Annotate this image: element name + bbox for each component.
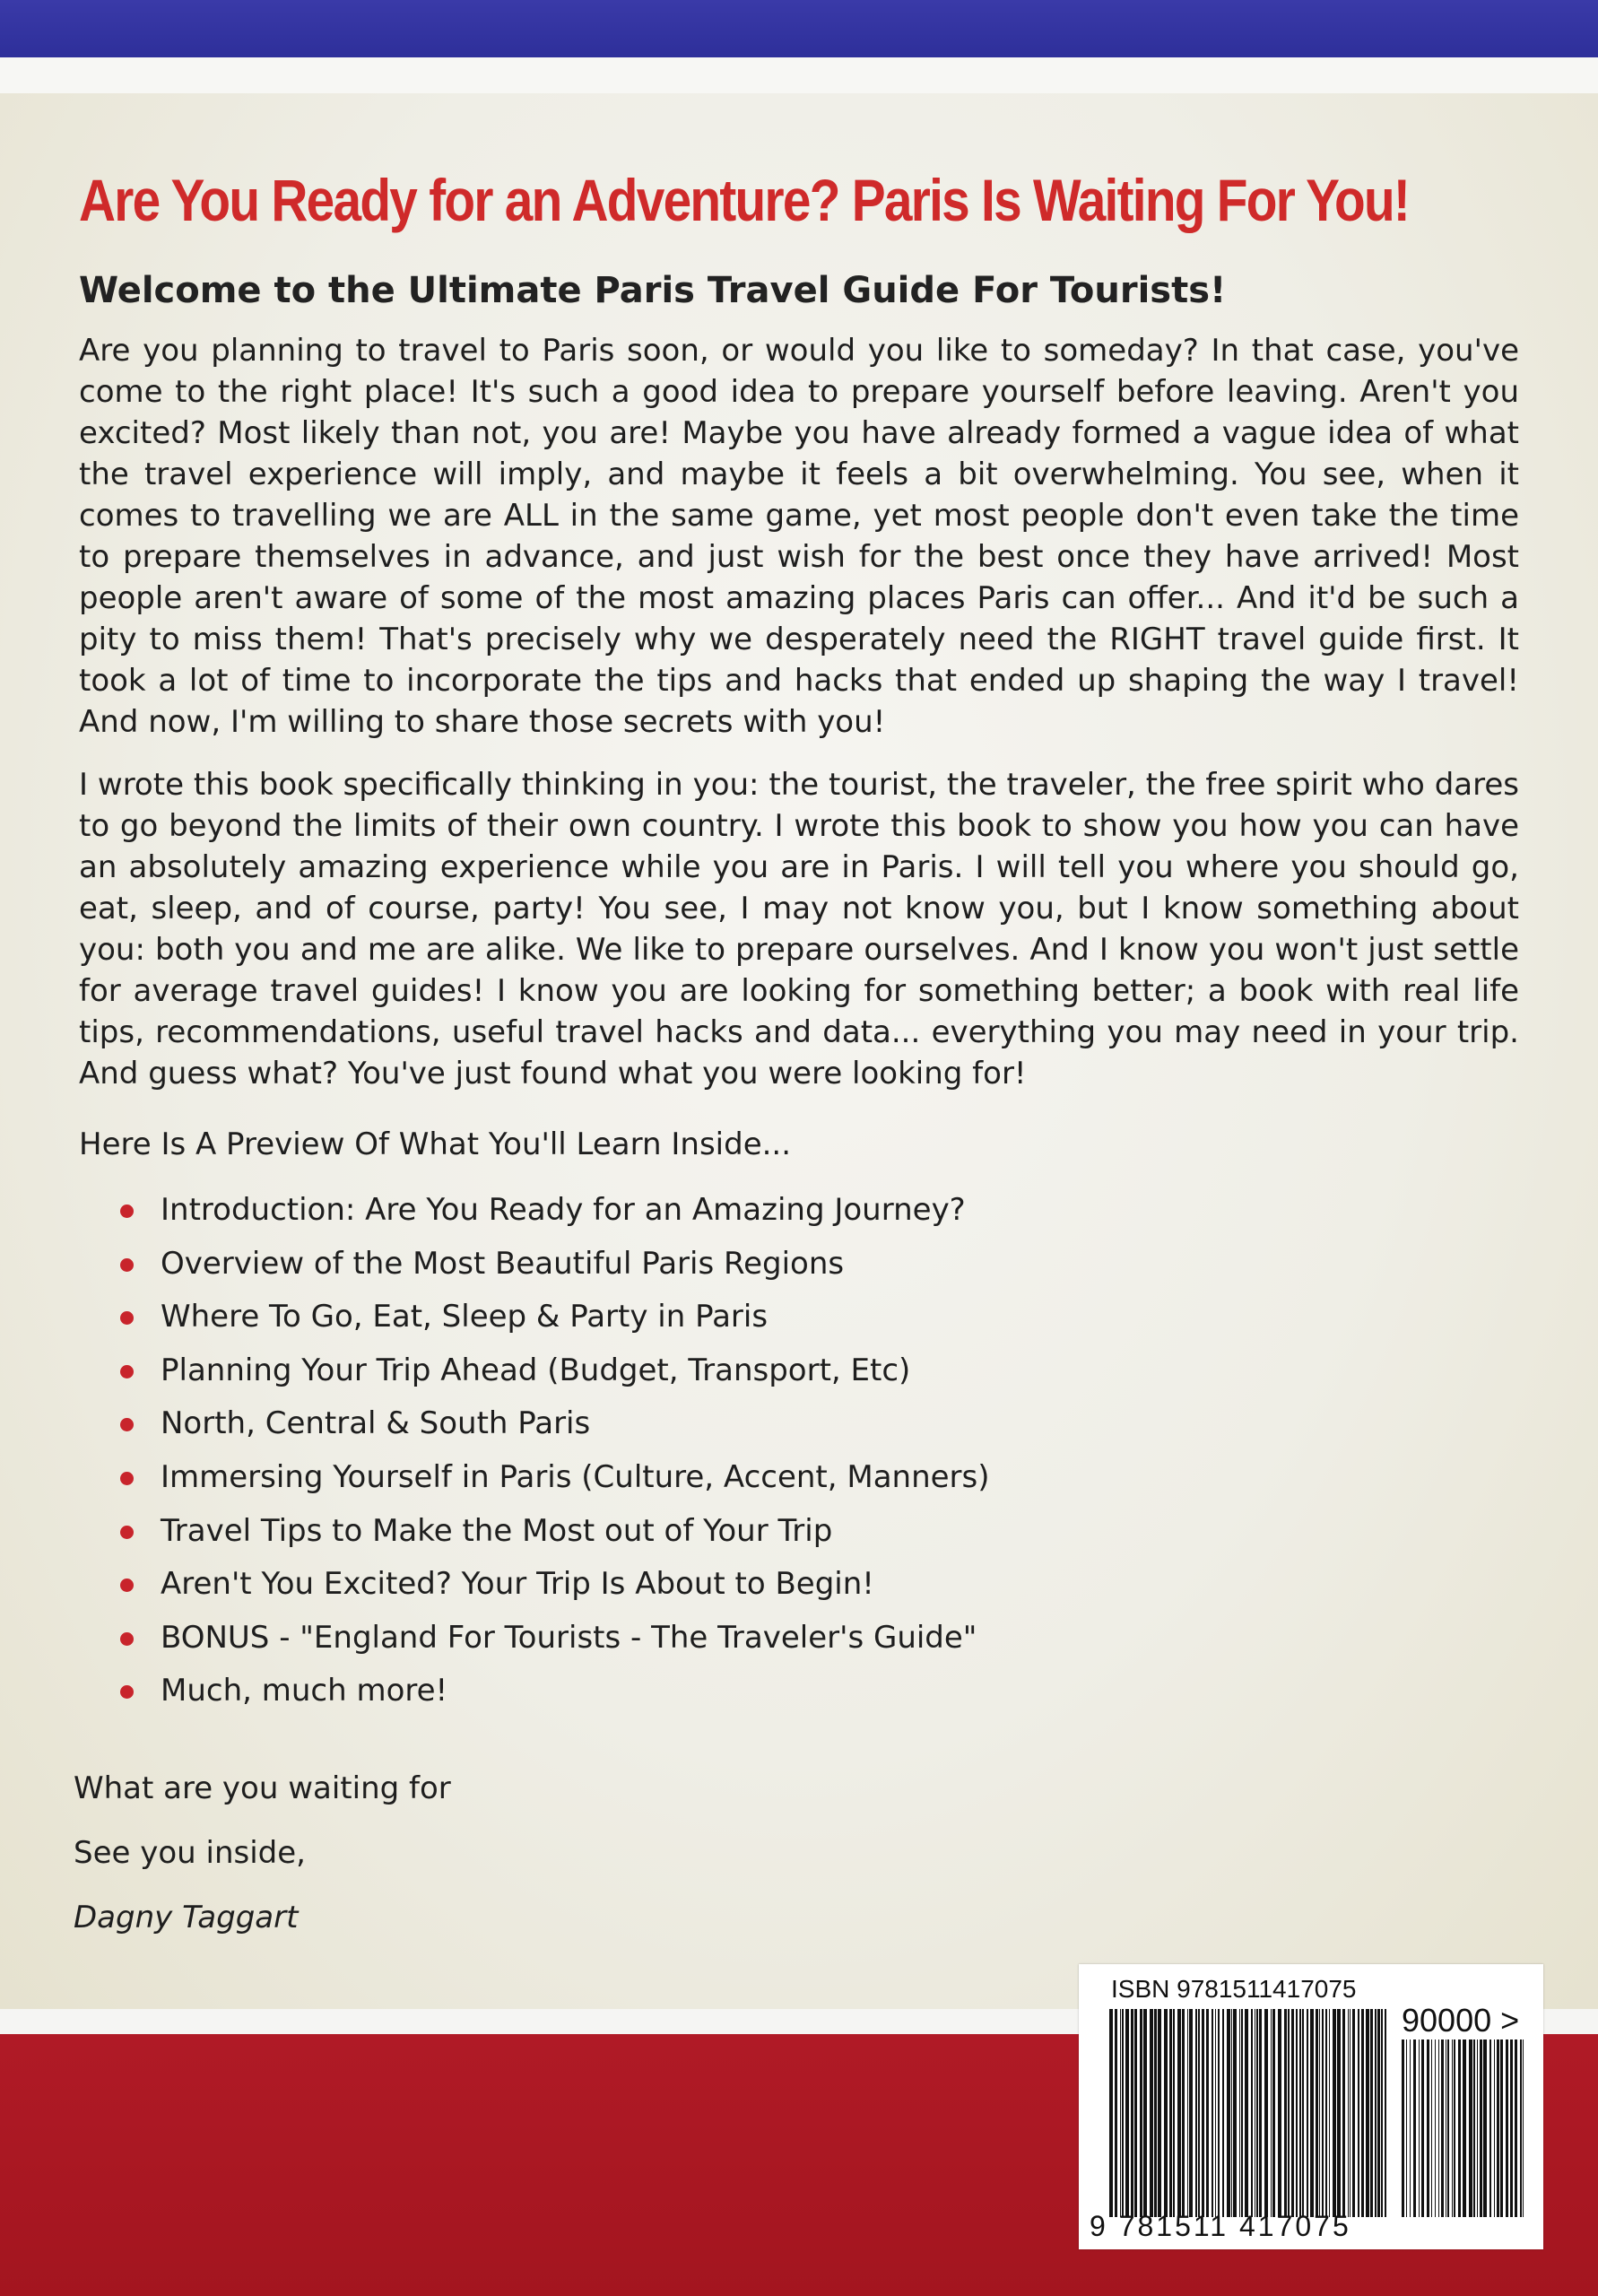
barcode-bar xyxy=(1169,2009,1172,2217)
list-item xyxy=(79,1184,1519,1238)
barcode-bar xyxy=(1288,2009,1290,2217)
list-item-text: Much, much more! xyxy=(161,1673,448,1709)
closing-block xyxy=(74,1756,1519,1950)
preview-list xyxy=(79,1184,1519,1718)
preview-heading: Here Is A Preview Of What You'll Learn Inside... xyxy=(79,1126,792,1162)
barcode-bar xyxy=(1402,2039,1404,2217)
barcode-bar xyxy=(1259,2009,1262,2217)
barcode-bar xyxy=(1316,2009,1318,2217)
barcode-bar xyxy=(1131,2009,1133,2217)
barcode-bar xyxy=(1358,2009,1359,2217)
bullet-dot-icon xyxy=(120,1578,134,1592)
bullet-dot-icon xyxy=(120,1258,134,1272)
barcode-bar xyxy=(1463,2039,1466,2217)
barcode-bar xyxy=(1299,2009,1301,2217)
barcode-bar xyxy=(1291,2009,1294,2217)
barcode-bar xyxy=(1222,2009,1224,2217)
barcode-bar xyxy=(1177,2009,1181,2217)
list-item-text: Introduction: Are You Ready for an Amazing Journey? xyxy=(161,1192,966,1228)
barcode-bar xyxy=(1245,2009,1248,2217)
list-item-text: Travel Tips to Make the Most out of Your Trip xyxy=(161,1512,833,1549)
list-item xyxy=(79,1505,1519,1559)
barcode-bar xyxy=(1375,2009,1377,2217)
barcode-bar xyxy=(1431,2039,1432,2217)
barcode-bar xyxy=(1483,2039,1487,2217)
barcode-bar xyxy=(1296,2009,1298,2217)
barcode-bar xyxy=(1272,2009,1275,2217)
barcode-bar xyxy=(1233,2009,1237,2217)
list-item xyxy=(79,1238,1519,1292)
barcode-bar xyxy=(1125,2009,1129,2217)
barcode-bar xyxy=(1477,2039,1478,2217)
barcode-bar xyxy=(1515,2039,1517,2217)
barcode-bar xyxy=(1187,2009,1188,2217)
author-paragraph: I wrote this book specifically thinking in you: the tourist, the traveler, the free spirit who dares to go beyond the limits of their own country. I wrote this book to show you how you can have an absolutely amazing experience while you are in Paris. I will tell you where you should go, eat, sleep, and of course, party! You see, I may not know you, but I know something about you: both you and me are alike. We like to prepare ourselves. And I know you won't just settle for average travel guides! I know you are looking for something better; a book with real life tips, recommendations, useful travel hacks and data... everything you may need in your trip. And guess what? You've just found what you were looking for! xyxy=(79,767,1519,1091)
barcode-bar xyxy=(1307,2009,1308,2217)
list-item xyxy=(79,1612,1519,1665)
barcode-bar xyxy=(1381,2009,1383,2217)
barcode-bar xyxy=(1158,2009,1161,2217)
barcode-bar xyxy=(1202,2009,1204,2217)
barcode-bar xyxy=(1189,2009,1193,2217)
barcode-bar xyxy=(1506,2039,1508,2217)
barcode-bar xyxy=(1435,2039,1436,2217)
barcode-bar xyxy=(1154,2009,1157,2217)
barcode-bar xyxy=(1227,2009,1230,2217)
barcode-bar xyxy=(1164,2009,1168,2217)
barcode-bar xyxy=(1438,2039,1439,2217)
barcode-bar xyxy=(1427,2039,1429,2217)
barcode-bar xyxy=(1134,2009,1137,2217)
barcode-bar xyxy=(1377,2009,1380,2217)
bullet-dot-icon xyxy=(120,1311,134,1325)
bullet-dot-icon xyxy=(120,1685,134,1699)
list-item xyxy=(79,1451,1519,1505)
barcode-bar xyxy=(1310,2009,1314,2217)
barcode-bar xyxy=(1342,2009,1345,2217)
barcode-bar xyxy=(1150,2009,1153,2217)
barcode-bar xyxy=(1195,2009,1197,2217)
barcode-bar xyxy=(1329,2009,1330,2217)
list-item-text: Where To Go, Eat, Sleep & Party in Paris xyxy=(161,1299,769,1335)
barcode-bar xyxy=(1173,2009,1175,2217)
barcode-bar xyxy=(1469,2039,1472,2217)
barcode-bar xyxy=(1109,2009,1113,2217)
barcode-bar xyxy=(1366,2009,1369,2217)
barcode-bar xyxy=(1241,2009,1243,2217)
barcode-bar xyxy=(1278,2009,1281,2217)
barcode-bar xyxy=(1494,2039,1495,2217)
barcode-bar xyxy=(1352,2009,1355,2217)
list-item-text: BONUS - "England For Tourists - The Traveler's Guide" xyxy=(161,1619,977,1656)
sign-off: See you inside, xyxy=(74,1834,306,1871)
barcode-bar xyxy=(1385,2009,1386,2217)
barcode-bar xyxy=(1520,2039,1522,2217)
intro-paragraph: Are you planning to travel to Paris soon, or would you like to someday? In that case, you've come to the right place! It's such a good idea to prepare yourself before leaving. Aren't you excited? Most likely than not, you are! Maybe you have already formed a vague idea of what the travel experience will imply, and maybe it feels a bit overwhelming. You see, when it comes to travelling we are ALL in the same game, yet most people don't even take the time to prepare themselves in advance, and just wish for the best once they have arrived! Most people aren't aware of some of the most amazing places Paris can offer... And it'd be such a pity to miss them! That's precisely why we desperately need the RIGHT travel guide first. It took a lot of time to incorporate the tips and hacks that ended up shaping the way I travel! And now, I'm willing to share those secrets with you! xyxy=(79,333,1519,740)
barcode-bar xyxy=(1421,2039,1424,2217)
barcode-bar xyxy=(1348,2009,1349,2217)
list-item-text: North, Central & South Paris xyxy=(161,1405,591,1442)
isbn-barcode xyxy=(1079,1964,1543,2249)
barcode-bar xyxy=(1441,2039,1444,2217)
barcode-bar xyxy=(1284,2009,1287,2217)
barcode-bars xyxy=(1109,2009,1387,2217)
barcode-bar xyxy=(1322,2009,1324,2217)
barcode-bar xyxy=(1120,2009,1121,2217)
barcode-bar xyxy=(1256,2009,1258,2217)
author-signature: Dagny Taggart xyxy=(74,1899,299,1935)
barcode-bar xyxy=(1473,2039,1475,2217)
list-item xyxy=(79,1344,1519,1398)
top-white-stripe xyxy=(0,57,1598,93)
list-item-text: Aren't You Excited? Your Trip Is About to Begin! xyxy=(161,1566,874,1603)
barcode-bar xyxy=(1212,2009,1213,2217)
addon-barcode-bars xyxy=(1402,2039,1524,2217)
barcode-bar xyxy=(1143,2009,1147,2217)
bullet-dot-icon xyxy=(120,1205,134,1218)
barcode-bar xyxy=(1523,2039,1524,2217)
barcode-bar xyxy=(1122,2009,1124,2217)
list-item xyxy=(79,1291,1519,1344)
bullet-dot-icon xyxy=(120,1526,134,1539)
barcode-bar xyxy=(1333,2009,1336,2217)
barcode-bar xyxy=(1239,2009,1240,2217)
barcode-bar xyxy=(1480,2039,1482,2217)
closing-question: What are you waiting for xyxy=(74,1770,451,1806)
barcode-digits: 9 781511 417075 xyxy=(1090,2210,1351,2242)
barcode-bar xyxy=(1115,2009,1117,2217)
barcode-bar xyxy=(1215,2009,1216,2217)
list-item xyxy=(79,1397,1519,1451)
barcode-bar xyxy=(1182,2009,1185,2217)
barcode-bar xyxy=(1337,2009,1341,2217)
barcode-bar xyxy=(1497,2039,1499,2217)
barcode-bar xyxy=(1140,2009,1142,2217)
barcode-bar xyxy=(1458,2039,1461,2217)
barcode-bar xyxy=(1447,2039,1449,2217)
barcode-bar xyxy=(1264,2009,1268,2217)
back-cover-text xyxy=(74,167,1519,1950)
barcode-bar xyxy=(1370,2009,1373,2217)
barcode-bar xyxy=(1500,2039,1503,2217)
barcode-bar xyxy=(1206,2009,1209,2217)
barcode-bar xyxy=(1510,2039,1513,2217)
top-blue-band xyxy=(0,0,1598,57)
barcode-bar xyxy=(1452,2039,1453,2217)
bullet-dot-icon xyxy=(120,1365,134,1378)
barcode-bar xyxy=(1302,2009,1304,2217)
list-item xyxy=(79,1665,1519,1718)
barcode-bar xyxy=(1454,2039,1455,2217)
bullet-dot-icon xyxy=(120,1418,134,1431)
bullet-dot-icon xyxy=(120,1632,134,1646)
barcode-bar xyxy=(1231,2009,1232,2217)
price-code: 90000 > xyxy=(1402,2002,1520,2039)
list-item-text: Overview of the Most Beautiful Paris Regions xyxy=(161,1245,845,1282)
barcode-bar xyxy=(1413,2039,1416,2217)
list-item-text: Immersing Yourself in Paris (Culture, Accent, Manners) xyxy=(161,1458,990,1495)
barcode-bar xyxy=(1251,2009,1253,2217)
barcode-bar xyxy=(1319,2009,1320,2217)
list-item xyxy=(79,1558,1519,1612)
barcode-bar xyxy=(1419,2039,1420,2217)
isbn-label: ISBN 9781511417075 xyxy=(1111,1975,1357,2003)
barcode-bar xyxy=(1361,2009,1364,2217)
subheadline: Welcome to the Ultimate Paris Travel Guide For Tourists! xyxy=(79,270,1227,311)
barcode-bar xyxy=(1325,2009,1327,2217)
barcode-bar xyxy=(1198,2009,1200,2217)
barcode-bar xyxy=(1218,2009,1220,2217)
headline: Are You Ready for an Adventure? Paris Is Waiting For You! xyxy=(79,167,1410,233)
list-item-text: Planning Your Trip Ahead (Budget, Transport, Etc) xyxy=(161,1352,911,1388)
bullet-dot-icon xyxy=(120,1472,134,1485)
barcode-bar xyxy=(1410,2039,1411,2217)
barcode-bar xyxy=(1489,2039,1491,2217)
barcode-bar xyxy=(1271,2009,1272,2217)
barcode-bar xyxy=(1406,2039,1407,2217)
